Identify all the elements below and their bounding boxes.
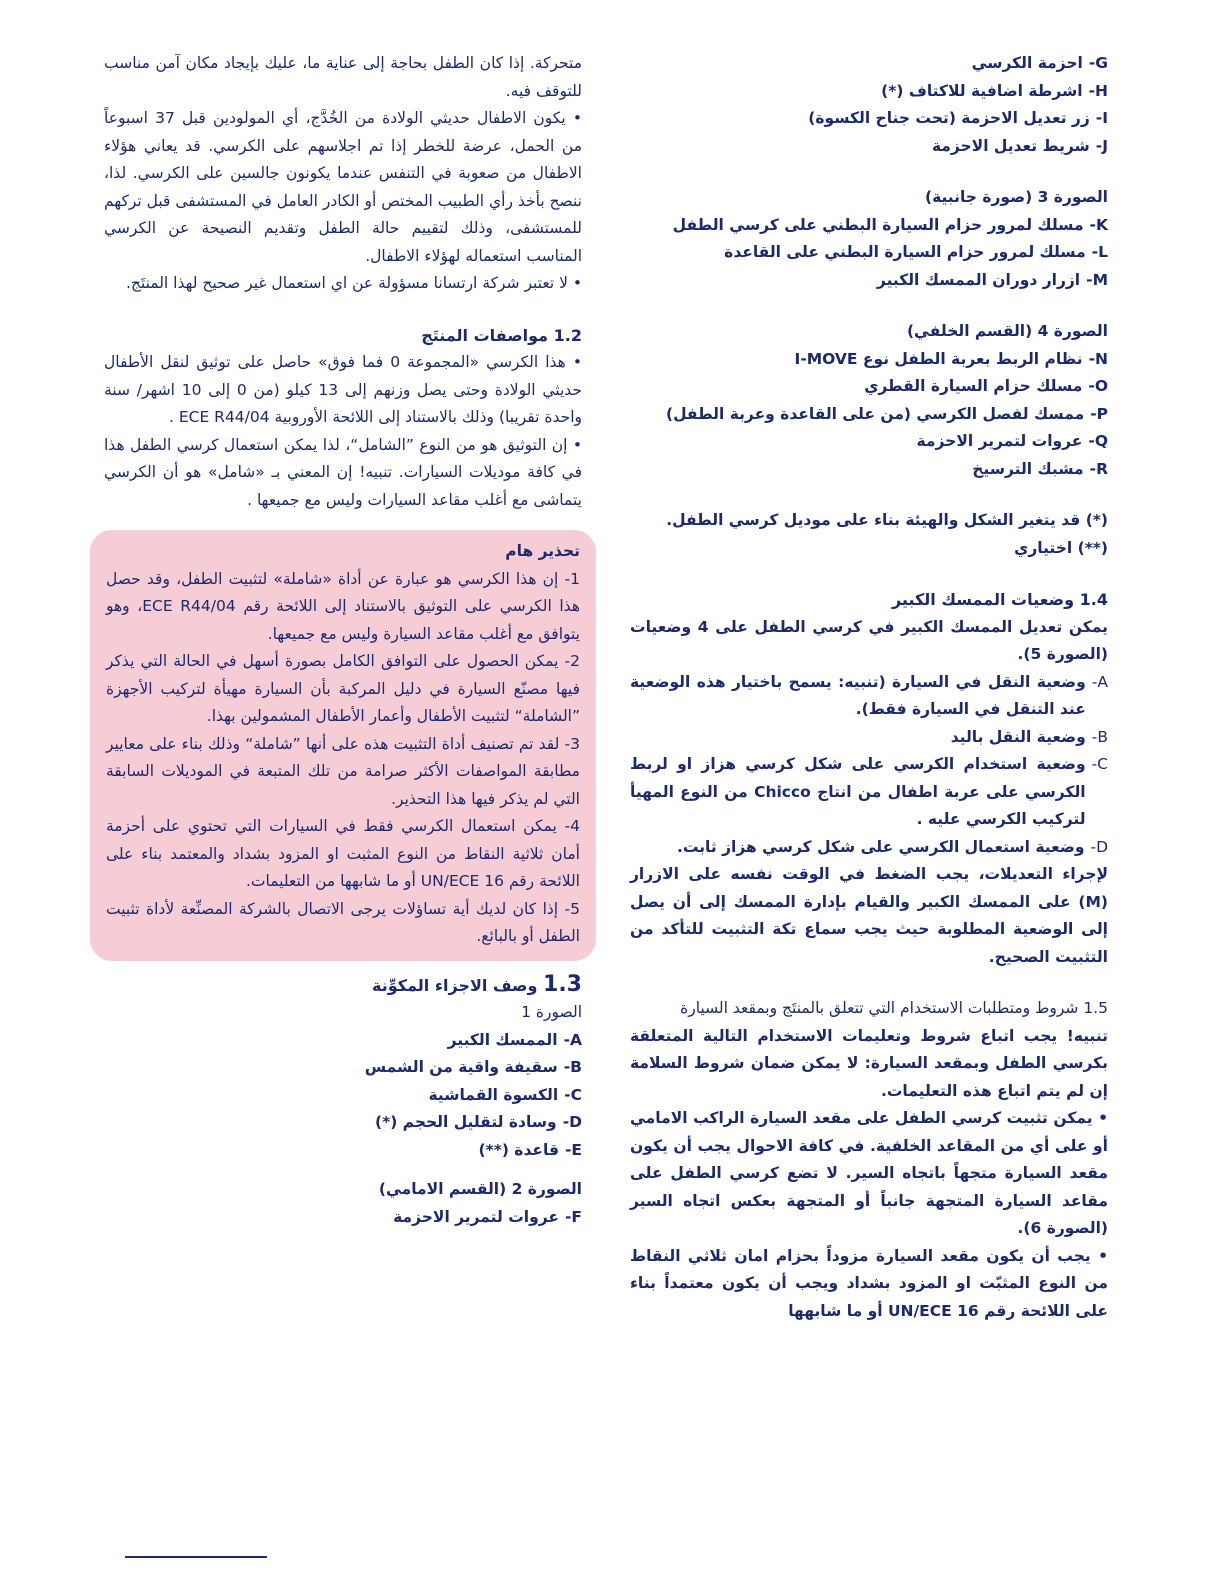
figure-2-heading: الصورة 2 (القسم الامامي) bbox=[378, 1180, 582, 1198]
item-text: وسادة لتقليل الحجم (*) bbox=[375, 1113, 557, 1131]
section-1-4-adjust-text: لإجراء التعديلات، يجب الضغط في الوقت نفسه على الازرار (M) على الممسك الكبير والقيام بإدارة الممسك إلى أن يصل إلى الوضعية المطلوبة حيث يجب سماع تكة التثبيت للتأكد من التثبيت الصحيح. bbox=[630, 865, 1108, 966]
figure-3-heading: الصورة 3 (صورة جانبية) bbox=[925, 188, 1108, 206]
section-1-2-paragraph-1: • هذا الكرسي «المجموعة 0 فما فوق» حاصل على توثيق لنقل الأطفال حديثي الولادة وحتى يصل وزنهم إلى 13 كيلو (من 0 إلى 10 اشهر/ سنة واحدة تقريبا) وذلك بالاستناد إلى اللائحة الأوروبية ECE R44/04 . bbox=[104, 353, 582, 426]
list-item bbox=[630, 669, 1108, 724]
right-column bbox=[630, 50, 1108, 1325]
warning-item-1: 1- إن هذا الكرسي هو عبارة عن أداة «شاملة» لتثبيت الطفل، وقد حصل هذا الكرسي على التوثيق بالاستناد إلى اللائحة رقم ECE R44/04، وهو يتوافق مع أغلب مقاعد السيارة وليس مع جميعها. bbox=[106, 569, 580, 643]
section-1-4-intro: يمكن تعديل الممسك الكبير في كرسي الطفل على 4 وضعيات (الصورة 5). bbox=[630, 617, 1108, 663]
item-text: الكسوة القماشية bbox=[428, 1085, 559, 1104]
item-text: ازرار دوران الممسك الكبير bbox=[876, 270, 1081, 289]
item-text: مشبك الترسيخ bbox=[972, 459, 1084, 478]
list-item bbox=[630, 50, 1108, 78]
section-1-4-title: 1.4 وضعيات الممسك الكبير bbox=[891, 590, 1108, 609]
note-star: (*) قد يتغير الشكل والهيئة بناء على موديل كرسي الطفل. bbox=[666, 511, 1108, 529]
item-text: الممسك الكبير bbox=[447, 1030, 558, 1049]
item-key: B- bbox=[1091, 727, 1108, 746]
item-key: E- bbox=[564, 1140, 582, 1159]
item-key: L- bbox=[1091, 243, 1108, 261]
list-item bbox=[104, 1082, 582, 1110]
item-text: احزمة الكرسي bbox=[971, 54, 1083, 72]
premature-babies-note: • يكون الاطفال حديثي الولادة من الخُدَّج، أي المولودين قبل 37 اسبوعاً من الحمل، عرضة للخطر إذا تم اجلاسهم على الكرسي. قد يعاني هؤلاء الاطفال من صعوبة في التنفس عندما يكونون جالسين على الكرسي. لذا، ننصح بأخذ رأي الطبيب المختص أو الكادر العامل في المستشفى قبل تركهم للمستشفى، وذلك لتقييم حالة الطفل وتقديم النصيحة عن الكرسي المناسب استعماله لهؤلاء الاطفال. bbox=[104, 109, 582, 265]
item-text: قاعدة (**) bbox=[478, 1140, 559, 1159]
item-key: D- bbox=[1090, 837, 1108, 856]
item-key: I- bbox=[1095, 109, 1108, 127]
list-item bbox=[630, 401, 1108, 429]
item-text: مسلك لمرور حزام السيارة البطني على القاعدة bbox=[724, 243, 1086, 261]
intro-continuation: متحركة. إذا كان الطفل بحاجة إلى عناية ما، عليك بإيجاد مكان آمن مناسب للتوقف فيه. bbox=[104, 54, 582, 100]
list-item bbox=[630, 239, 1108, 267]
item-text: وضعية استعمال الكرسي على شكل كرسي هزاز ثابت. bbox=[676, 837, 1085, 856]
section-1-5-bullet-2: • يجب أن يكون مقعد السيارة مزوداً بحزام امان ثلاثي النقاط من النوع المثبّت او المزود بشداد ويجب أن يكون معتمداً بناء على اللائحة رقم UN/ECE 16 أو ما شابهها bbox=[630, 1246, 1108, 1320]
item-text: وضعية استخدام الكرسي على شكل كرسي هزاز او لربط الكرسي على عربة اطفال من انتاج Chicco من النوع المهيأ لتركيب الكرسي عليه . bbox=[630, 755, 1086, 828]
list-item bbox=[104, 1027, 582, 1055]
item-key: C- bbox=[564, 1085, 582, 1104]
item-key: A- bbox=[563, 1030, 582, 1049]
footnote-rule bbox=[125, 1556, 267, 1558]
item-text: ممسك لفصل الكرسي (من على القاعدة وعربة الطفل) bbox=[666, 404, 1085, 423]
list-item bbox=[630, 834, 1108, 862]
figure-4-heading: الصورة 4 (القسم الخلفي) bbox=[906, 322, 1108, 340]
item-text: وضعية النقل باليد bbox=[950, 727, 1086, 746]
item-text: مسلك لمرور حزام السيارة البطني على كرسي الطفل bbox=[672, 215, 1084, 234]
item-key: J- bbox=[1095, 136, 1108, 155]
item-key: P- bbox=[1090, 404, 1108, 423]
list-item bbox=[630, 428, 1108, 456]
list-item bbox=[630, 751, 1108, 834]
parts-list-a-e bbox=[104, 1027, 582, 1165]
parts-list-k-m bbox=[630, 212, 1108, 295]
item-text: زر تعديل الاحزمة (تحت جناح الكسوة) bbox=[808, 109, 1090, 127]
list-item bbox=[630, 78, 1108, 106]
item-key: H- bbox=[1088, 81, 1108, 100]
warning-item-4: 4- يمكن استعمال الكرسي فقط في السيارات التي تحتوي على أحزمة أمان ثلاثية النقاط من النوع المثبت او المزود بشداد والمعتمد بناء على اللائحة رقم UN/ECE 16 أو ما شابهها من التعليمات. bbox=[106, 817, 580, 890]
figure-1-heading: الصورة 1 bbox=[521, 1003, 582, 1021]
list-item bbox=[104, 1137, 582, 1165]
warning-item-3: 3- لقد تم تصنيف أداة التثبيت هذه على أنها ”شاملة“ وذلك بناء على معايير مطابقة المواصفات الأكثر صرامة من تلك المتبعة في الموديلات السابقة التي لم يذكر فيها هذا التحذير. bbox=[106, 734, 580, 808]
section-1-2-title: 1.2 مواصفات المنتَج bbox=[421, 325, 582, 345]
positions-list bbox=[630, 669, 1108, 862]
item-key: B- bbox=[563, 1058, 582, 1076]
section-1-5-warning: تنبيه! يجب اتباع شروط وتعليمات الاستخدام التالية المتعلقة بكرسي الطفل وبمقعد السيارة: لا يمكن ضمان شروط السلامة إن لم يتم اتباع هذه التعليمات. bbox=[630, 1026, 1108, 1100]
item-key: K- bbox=[1089, 215, 1108, 234]
list-item bbox=[630, 373, 1108, 401]
parts-list-g-j bbox=[630, 50, 1108, 160]
warning-item-5: 5- إذا كان لديك أية تساؤلات يرجى الاتصال بالشركة المصنِّعة لأداة تثبيت الطفل أو بالبائع. bbox=[106, 899, 580, 945]
item-key: O- bbox=[1088, 377, 1108, 395]
liability-note: • لا تعتبر شركة ارتسانا مسؤولة عن اي استعمال غير صحيح لهذا المنتَج. bbox=[125, 274, 582, 292]
item-key: F- bbox=[564, 1207, 582, 1226]
item-key: G- bbox=[1088, 54, 1108, 72]
list-item bbox=[630, 346, 1108, 374]
item-key: R- bbox=[1089, 459, 1108, 478]
item-key: C- bbox=[1091, 755, 1108, 773]
item-key: D- bbox=[562, 1113, 582, 1131]
section-1-5-bullet-1: • يمكن تثبيت كرسي الطفل على مقعد السيارة الراكب الامامي أو على أي من المقاعد الخلفية. في كافة الاحوال يجب أن يكون مقعد السيارة متجهاً باتجاه السير. لا تضع كرسي الطفل على مقاعد السيارة المتجهة جانباً أو المتجهة بعكس اتجاه السير (الصورة 6). bbox=[630, 1109, 1108, 1237]
item-key: Q- bbox=[1088, 432, 1108, 450]
parts-list-f bbox=[104, 1204, 582, 1232]
item-text: عروات لتمرير الاحزمة bbox=[393, 1207, 559, 1226]
item-text: عروات لتمرير الاحزمة bbox=[916, 432, 1083, 450]
warning-item-2: 2- يمكن الحصول على التوافق الكامل بصورة أسهل في الحالة التي يذكر فيها مصنّع السيارة في دليل المركبة بأن السيارة مهيأة لتركيب الأجهزة ”الشاملة“ لتثبيت الأطفال وأعمار الأطفال المشمولين بهذا. bbox=[106, 652, 580, 725]
item-key: A- bbox=[1091, 672, 1108, 691]
item-key: N- bbox=[1088, 349, 1108, 368]
section-1-2-paragraph-2: • إن التوثيق هو من النوع ”الشامل“، لذا يمكن استعمال كرسي الطفل هذا في كافة موديلات السيارات. تنبيه! إن المعني بـ «شامل» هو أن الكرسي يتماشى مع أغلب مقاعد السيارات وليس مع جميعها . bbox=[104, 435, 582, 509]
important-warning-box bbox=[90, 530, 596, 961]
item-key: M- bbox=[1086, 270, 1108, 289]
item-text: اشرطة اضافية للاكتاف (*) bbox=[881, 81, 1083, 100]
section-1-3-title: وصف الاجزاء المكوِّنة bbox=[372, 975, 538, 995]
parts-list-n-r bbox=[630, 346, 1108, 484]
left-column bbox=[104, 50, 582, 1231]
item-text: وضعية النقل في السيارة (تنبيه: يسمح باختيار هذه الوضعية عند التنقل في السيارة فقط). bbox=[630, 672, 1086, 718]
section-1-5-title: 1.5 شروط ومتطلبات الاستخدام التي تتعلق بالمنتَج وبمقعد السيارة bbox=[680, 999, 1108, 1017]
item-text: نظام الربط بعربة الطفل نوع I-MOVE bbox=[794, 349, 1083, 368]
list-item bbox=[630, 267, 1108, 295]
list-item bbox=[104, 1204, 582, 1232]
item-text: مسلك حزام السيارة القطري bbox=[864, 377, 1083, 395]
list-item bbox=[104, 1054, 582, 1082]
list-item bbox=[630, 456, 1108, 484]
list-item bbox=[630, 105, 1108, 133]
warning-title: تحذير هام bbox=[505, 542, 580, 560]
item-text: شريط تعديل الاحزمة bbox=[931, 136, 1090, 155]
section-1-3-heading bbox=[104, 971, 582, 1000]
list-item bbox=[630, 724, 1108, 752]
section-1-3-number: 1.3 bbox=[543, 971, 582, 997]
note-double-star: (**) اختياري bbox=[1014, 538, 1108, 557]
list-item bbox=[630, 133, 1108, 161]
item-text: سقيفة واقية من الشمس bbox=[364, 1058, 558, 1076]
list-item bbox=[104, 1109, 582, 1137]
list-item bbox=[630, 212, 1108, 240]
